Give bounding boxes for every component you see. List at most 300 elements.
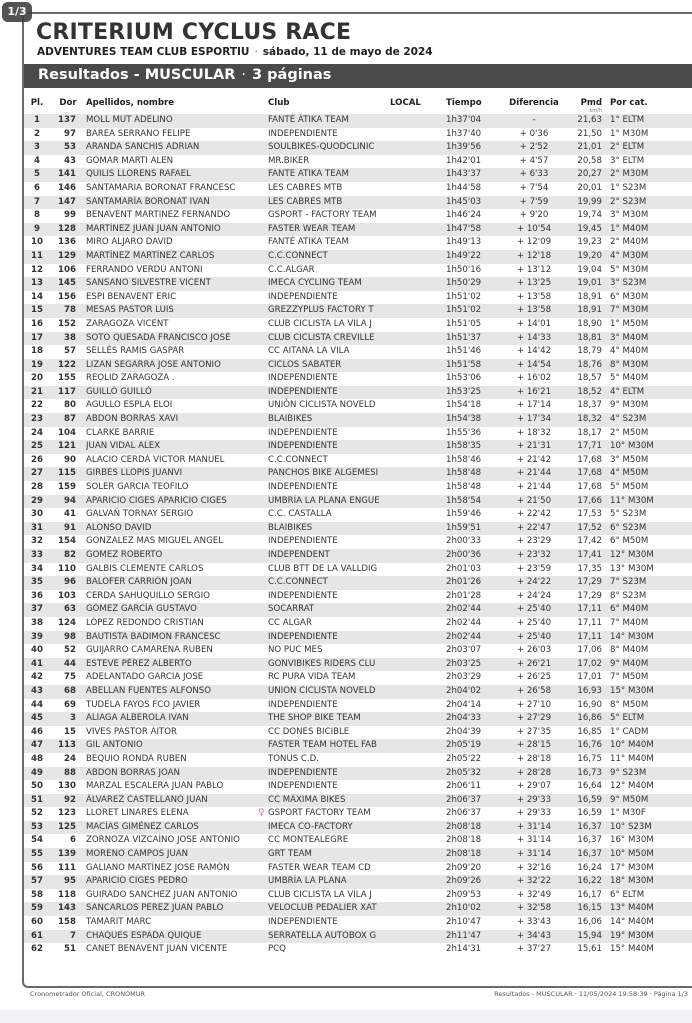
avg-speed	[564, 807, 608, 821]
place	[24, 209, 50, 223]
rider-name-text: SANTAMARIA BORONAT FRANCESC	[86, 182, 236, 193]
club	[268, 617, 390, 631]
time	[446, 535, 504, 549]
place-text: 22	[31, 400, 43, 411]
category-rank	[608, 168, 692, 182]
bib	[50, 264, 86, 278]
category-rank	[608, 862, 692, 876]
difference	[504, 671, 564, 685]
bib-text: 95	[64, 876, 76, 887]
club-text: INDEPENDIENTE	[268, 917, 338, 928]
avg-speed	[564, 454, 608, 468]
local	[390, 549, 446, 563]
category-rank	[608, 590, 692, 604]
time	[446, 807, 504, 821]
rider-name-text: ZORNOZA VIZCAÍNO JOSE ANTONIO	[86, 835, 240, 846]
place-text: 13	[31, 278, 43, 289]
avg-speed-text: 16,90	[577, 699, 602, 710]
avg-speed-text: 17,11	[577, 631, 602, 642]
avg-speed-text: 18,90	[577, 318, 602, 329]
avg-speed	[564, 522, 608, 536]
category-rank	[608, 495, 692, 509]
place-text: 48	[31, 753, 43, 764]
table-row	[24, 535, 692, 549]
club	[268, 481, 390, 495]
rider-name-text: ÁLVAREZ CASTELLANO JUAN	[86, 794, 208, 805]
time-text: 1h37'40	[446, 128, 482, 139]
avg-speed-text: 16,17	[577, 889, 602, 900]
rider-name	[86, 848, 268, 862]
club	[268, 522, 390, 536]
category-rank-text: 3° S23M	[610, 278, 647, 289]
time-text: 1h44'58	[446, 182, 482, 193]
club	[268, 495, 390, 509]
difference-text: + 13'25	[516, 278, 552, 289]
place-text: 8	[34, 210, 40, 221]
category-rank	[608, 522, 692, 536]
club	[268, 264, 390, 278]
place	[24, 617, 50, 631]
difference-text: + 21'50	[516, 495, 552, 506]
category-rank	[608, 332, 692, 346]
difference-text: + 26'58	[516, 685, 552, 696]
difference-text: + 29'33	[516, 794, 552, 805]
time-text: 2h09'20	[446, 862, 482, 873]
avg-speed	[564, 304, 608, 318]
local	[390, 141, 446, 155]
category-rank-text: 12° M30M	[610, 550, 654, 560]
time	[446, 590, 504, 604]
place	[24, 345, 50, 359]
avg-speed-text: 17,29	[577, 590, 602, 601]
place-text: 21	[31, 386, 43, 397]
category-rank	[608, 807, 692, 821]
place	[24, 318, 50, 332]
place-text: 55	[31, 849, 43, 860]
difference	[504, 141, 564, 155]
difference-text: + 21'31	[516, 441, 552, 452]
rider-name	[86, 916, 268, 930]
category-rank-text: 6° M40M	[610, 604, 649, 615]
local	[390, 508, 446, 522]
time-text: 2h06'37	[446, 808, 482, 819]
avg-speed	[564, 930, 608, 944]
time-text: 2h08'18	[446, 835, 482, 846]
time	[446, 834, 504, 848]
place-text: 61	[31, 930, 43, 941]
rider-name-text: VIVES PASTOR AITOR	[86, 726, 177, 737]
avg-speed	[564, 549, 608, 563]
time	[446, 794, 504, 808]
rider-name	[86, 875, 268, 889]
club	[268, 372, 390, 386]
time	[446, 209, 504, 223]
table-row	[24, 617, 692, 631]
place	[24, 250, 50, 264]
local	[390, 644, 446, 658]
club-text: FASTER WEAR TEAM CD	[268, 862, 371, 873]
local	[390, 794, 446, 808]
bib-text: 156	[58, 291, 76, 302]
avg-speed	[564, 576, 608, 590]
club-text: C.C.CONNECT	[268, 250, 328, 261]
difference	[504, 875, 564, 889]
local	[390, 372, 446, 386]
category-rank-text: 5° M40M	[610, 373, 649, 384]
bib	[50, 834, 86, 848]
difference-text: + 14'33	[516, 332, 552, 343]
place	[24, 794, 50, 808]
club	[268, 603, 390, 617]
local	[390, 603, 446, 617]
time	[446, 644, 504, 658]
club	[268, 563, 390, 577]
difference-text: + 28'18	[516, 753, 552, 764]
difference-text: + 32'58	[516, 903, 552, 914]
place-text: 56	[31, 862, 43, 873]
time	[446, 753, 504, 767]
difference-text: + 28'15	[516, 740, 552, 751]
place	[24, 726, 50, 740]
difference-text: + 12'09	[516, 237, 552, 248]
time	[446, 399, 504, 413]
place-text: 19	[31, 359, 43, 370]
club	[268, 685, 390, 699]
rider-name-text: MORENO CAMPOS JUAN	[86, 849, 189, 860]
bib-text: 130	[58, 781, 76, 792]
time	[446, 128, 504, 142]
time	[446, 617, 504, 631]
place	[24, 563, 50, 577]
local	[390, 739, 446, 753]
place-text: 44	[31, 699, 43, 710]
avg-speed	[564, 277, 608, 291]
category-rank-text: 2° M50M	[610, 427, 649, 438]
bib	[50, 277, 86, 291]
category-rank-text: 1° S23M	[610, 182, 647, 193]
table-row	[24, 454, 692, 468]
table-row	[24, 372, 692, 386]
local	[390, 875, 446, 889]
rider-name	[86, 345, 268, 359]
category-rank-text: 3° M30M	[610, 210, 649, 221]
rider-name-text: MIRO ALJARO DAVID	[86, 237, 173, 248]
bib-text: 63	[64, 604, 76, 615]
time-text: 2h04'33	[446, 713, 482, 724]
bib-text: 137	[58, 115, 76, 125]
difference-text: + 23'59	[516, 563, 552, 574]
time	[446, 454, 504, 468]
rider-name	[86, 114, 268, 128]
category-rank	[608, 848, 692, 862]
difference-text: + 7'59	[519, 196, 549, 207]
table-row	[24, 875, 692, 889]
club-text: PCQ	[268, 944, 286, 955]
place	[24, 821, 50, 835]
bib	[50, 481, 86, 495]
table-row	[24, 671, 692, 685]
time-text: 2h02'44	[446, 631, 482, 642]
avg-speed-text: 17,66	[577, 495, 602, 506]
club	[268, 277, 390, 291]
bib-text: 110	[58, 563, 76, 574]
time	[446, 291, 504, 305]
time-text: 2h01'28	[446, 590, 482, 601]
bib	[50, 780, 86, 794]
avg-speed-text: 18,81	[577, 332, 602, 343]
bib	[50, 576, 86, 590]
table-row	[24, 128, 692, 142]
category-rank	[608, 386, 692, 400]
table-row	[24, 644, 692, 658]
time-text: 1h37'04	[446, 115, 482, 125]
avg-speed-text: 17,11	[577, 617, 602, 628]
place	[24, 631, 50, 645]
category-rank-text: 9° M40M	[610, 658, 649, 669]
club	[268, 467, 390, 481]
category-rank	[608, 739, 692, 753]
place-text: 25	[31, 441, 43, 452]
time-text: 2h00'36	[446, 550, 482, 560]
category-rank	[608, 264, 692, 278]
avg-speed-text: 18,79	[577, 346, 602, 357]
avg-speed-text: 16,93	[577, 685, 602, 696]
category-rank	[608, 508, 692, 522]
time	[446, 875, 504, 889]
rider-name	[86, 590, 268, 604]
category-rank	[608, 685, 692, 699]
bib	[50, 332, 86, 346]
time-text: 1h45'03	[446, 196, 482, 207]
table-row	[24, 780, 692, 794]
category-rank-text: 6° S23M	[610, 522, 647, 533]
bib-text: 44	[64, 658, 76, 669]
place-text: 53	[31, 821, 43, 832]
bib-text: 125	[58, 821, 76, 832]
time	[446, 671, 504, 685]
time-text: 1h51'05	[446, 318, 482, 329]
category-rank	[608, 576, 692, 590]
time	[446, 848, 504, 862]
rider-name-text: GUILLÓ GUILLÓ	[86, 386, 152, 397]
bib-text: 128	[58, 223, 76, 234]
bib	[50, 427, 86, 441]
table-row	[24, 658, 692, 672]
time	[446, 141, 504, 155]
rider-name	[86, 454, 268, 468]
col-name: Apellidos, nombre	[86, 98, 175, 108]
place-text: 29	[31, 495, 43, 506]
category-rank-text: 19° M30M	[610, 930, 654, 941]
category-rank-text: 7° M40M	[610, 617, 649, 628]
table-row	[24, 590, 692, 604]
club	[268, 427, 390, 441]
avg-speed-text: 18,17	[577, 427, 602, 438]
rider-name-text: CHAQUES ESPADA QUIQUE	[86, 930, 202, 941]
rider-name-text: BAUTISTA BADIMON FRANCESC	[86, 631, 221, 642]
category-rank-text: 7° S23M	[610, 577, 647, 588]
place-text: 49	[31, 767, 43, 778]
time	[446, 767, 504, 781]
rider-name-text: QUILIS LLORENS RAFAEL	[86, 169, 191, 180]
place-text: 35	[31, 577, 43, 588]
table-row	[24, 807, 692, 821]
bib-text: 51	[64, 944, 76, 955]
avg-speed-text: 15,94	[577, 930, 602, 941]
difference	[504, 902, 564, 916]
difference	[504, 848, 564, 862]
place	[24, 114, 50, 128]
rider-name-text: MARTÍNEZ JUAN JUAN ANTONIO	[86, 223, 221, 234]
club	[268, 671, 390, 685]
avg-speed	[564, 440, 608, 454]
club-text: GSPORT - FACTORY TEAM	[268, 210, 377, 221]
table-row	[24, 495, 692, 509]
club	[268, 699, 390, 713]
avg-speed	[564, 658, 608, 672]
avg-speed	[564, 603, 608, 617]
difference-text: + 31'14	[516, 821, 552, 832]
rider-name-text: APARICIO CIGES PEDRO	[86, 876, 188, 887]
bib	[50, 155, 86, 169]
rider-name	[86, 264, 268, 278]
avg-speed	[564, 467, 608, 481]
rider-name-text: ESPI BENAVENT ERIC	[86, 291, 177, 302]
local	[390, 780, 446, 794]
category-rank	[608, 318, 692, 332]
difference	[504, 168, 564, 182]
difference	[504, 821, 564, 835]
table-row	[24, 767, 692, 781]
rider-name	[86, 155, 268, 169]
rider-name-text: MARZAL ESCALERA JUAN PABLO	[86, 781, 224, 792]
avg-speed-text: 19,74	[577, 210, 602, 221]
difference-text: + 13'12	[516, 264, 552, 275]
rider-name	[86, 576, 268, 590]
bib-text: 15	[64, 726, 76, 737]
avg-speed-text: 16,15	[577, 903, 602, 914]
category-rank	[608, 427, 692, 441]
difference-text: + 4'57	[519, 155, 549, 166]
time-text: 2h02'44	[446, 604, 482, 615]
time-text: 2h01'03	[446, 563, 482, 574]
club-text: FASTER TEAM HOTEL FAB	[268, 740, 377, 751]
club-text: GONVIBIKES RIDERS CLU	[268, 658, 376, 669]
bib-text: 123	[58, 808, 76, 819]
bib-text: 92	[64, 794, 76, 805]
place-text: 15	[31, 305, 43, 316]
bib	[50, 114, 86, 128]
bib	[50, 794, 86, 808]
difference	[504, 399, 564, 413]
category-rank	[608, 114, 692, 128]
difference-text: + 32'22	[516, 876, 552, 887]
avg-speed	[564, 875, 608, 889]
place	[24, 399, 50, 413]
bib-text: 82	[64, 550, 76, 560]
difference-text: + 29'07	[516, 781, 552, 792]
category-rank-text: 14° M30M	[610, 631, 654, 642]
club-text: INDEPENDIENTE	[268, 781, 338, 792]
local	[390, 699, 446, 713]
rider-name-text: LÓPEZ REDONDO CRISTIAN	[86, 617, 204, 628]
avg-speed	[564, 359, 608, 373]
avg-speed	[564, 372, 608, 386]
bib-text: 122	[58, 359, 76, 370]
table-row	[24, 930, 692, 944]
avg-speed-text: 17,68	[577, 468, 602, 479]
table-row	[24, 834, 692, 848]
local	[390, 250, 446, 264]
avg-speed	[564, 834, 608, 848]
club	[268, 943, 390, 957]
bib	[50, 168, 86, 182]
club	[268, 644, 390, 658]
category-rank	[608, 617, 692, 631]
difference	[504, 617, 564, 631]
difference	[504, 862, 564, 876]
place-text: 47	[31, 740, 43, 751]
rider-name	[86, 712, 268, 726]
col-cat: Por cat.	[610, 98, 648, 108]
difference-text: + 32'16	[516, 862, 552, 873]
club-text: CLUB CICLISTA CREVILLE	[268, 332, 375, 343]
place	[24, 223, 50, 237]
rider-name	[86, 128, 268, 142]
avg-speed	[564, 481, 608, 495]
difference	[504, 223, 564, 237]
table-row	[24, 943, 692, 957]
difference-text: + 13'58	[516, 305, 552, 316]
table-row	[24, 291, 692, 305]
rider-name-text: MACÍAS GIMÉNEZ CARLOS	[86, 821, 199, 832]
avg-speed	[564, 318, 608, 332]
bib	[50, 467, 86, 481]
time-text: 1h51'02	[446, 305, 482, 316]
bib-text: 94	[64, 495, 76, 506]
time-text: 2h03'25	[446, 658, 482, 669]
bib-text: 136	[58, 237, 76, 248]
category-rank	[608, 236, 692, 250]
table-row	[24, 250, 692, 264]
avg-speed-text: 17,52	[577, 522, 602, 533]
table-row	[24, 182, 692, 196]
place-text: 32	[31, 536, 43, 547]
club-text: PANCHOS BIKE ALGEMESI	[268, 468, 379, 479]
club	[268, 916, 390, 930]
club	[268, 508, 390, 522]
avg-speed-text: 16,06	[577, 917, 602, 928]
club-text: LES CABRES MTB	[268, 196, 343, 207]
difference	[504, 807, 564, 821]
difference	[504, 427, 564, 441]
category-rank-text: 4° M30M	[610, 250, 649, 261]
local	[390, 834, 446, 848]
category-rank-text: 1° ELTM	[610, 115, 645, 125]
time-text: 1h39'56	[446, 142, 482, 153]
time-text: 2h03'07	[446, 645, 482, 656]
col-pmd	[564, 98, 608, 114]
local	[390, 712, 446, 726]
place-text: 41	[31, 658, 43, 669]
club-text: VELOCLUB PEDALIER XAT	[268, 903, 377, 914]
place-text: 54	[31, 835, 43, 846]
difference-text: + 33'43	[516, 917, 552, 928]
bib	[50, 753, 86, 767]
avg-speed-text: 16,37	[577, 849, 602, 860]
difference	[504, 264, 564, 278]
difference-text: + 6'33	[519, 169, 549, 180]
